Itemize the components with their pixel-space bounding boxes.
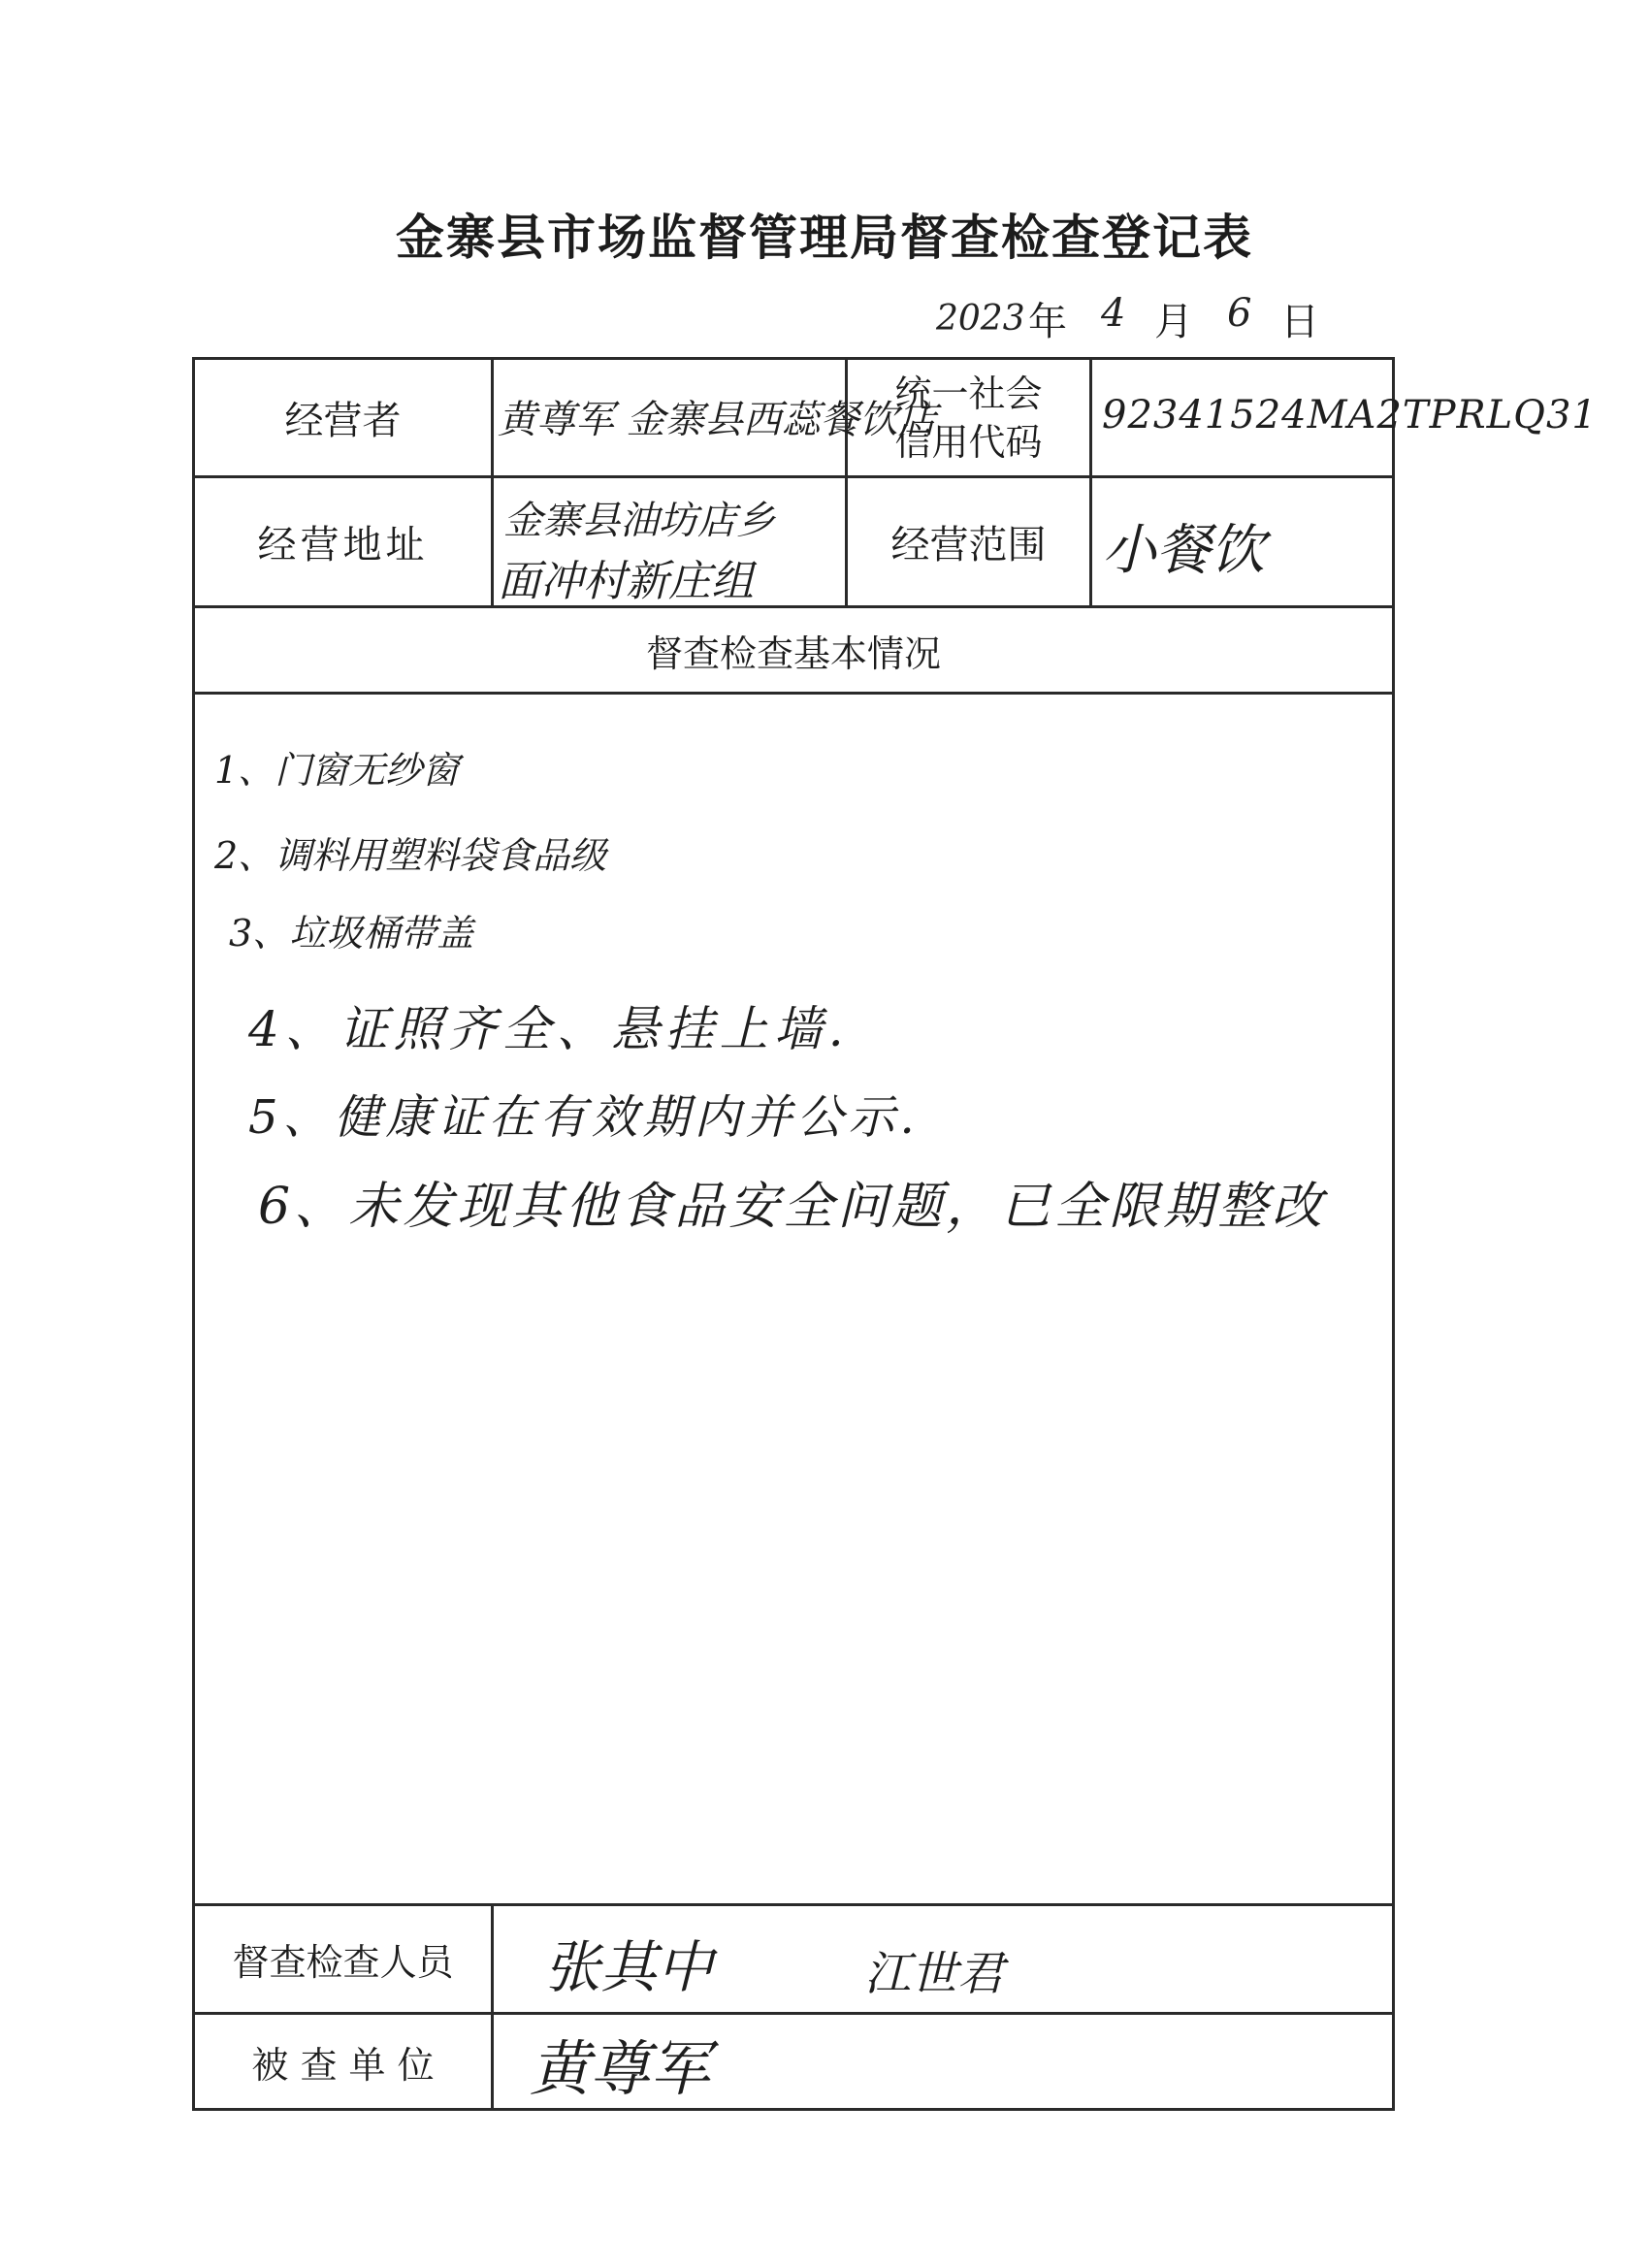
- col-divider: [491, 1903, 494, 2108]
- address-value-line1: 金寨县油坊店乡: [503, 499, 775, 543]
- col-divider: [1089, 360, 1092, 605]
- date-day-label: 日: [1280, 300, 1319, 344]
- inspectors-label: 督查检查人员: [232, 1941, 454, 1984]
- credit-code-label: [848, 360, 1089, 475]
- finding-item: 2、调料用塑料袋食品级: [214, 834, 607, 877]
- date-day: 6: [1227, 291, 1252, 336]
- col-divider: [491, 360, 494, 605]
- date-month-label: 月: [1154, 300, 1193, 344]
- finding-item: 6、未发现其他食品安全问题，已全限期整改: [258, 1178, 1327, 1236]
- address-label: 经营地址: [257, 523, 429, 567]
- credit-code-value: 92341524MA2TPRLQ31: [1102, 393, 1598, 437]
- date-month: 4: [1101, 291, 1126, 336]
- address-value-line2: 面冲村新庄组: [498, 557, 754, 606]
- inspector-signature: 江世君: [864, 1947, 1005, 2001]
- date-year-label: 年: [1028, 300, 1067, 344]
- operator-value: 黄尊军 金寨县西蕊餐饮店: [498, 398, 937, 442]
- finding-item: 1、门窗无纱窗: [214, 749, 460, 792]
- finding-item: 4、证照齐全、悬挂上墙.: [248, 1001, 850, 1057]
- inspected-unit-signature: 黄尊军: [530, 2033, 711, 2104]
- form-date: [936, 291, 1343, 349]
- form-title: 金寨县市场监督管理局督查检查登记表: [396, 210, 1253, 266]
- inspection-form-table: [192, 357, 1598, 2111]
- section-header: 督查检查基本情况: [645, 632, 941, 675]
- inspected-unit-label: 被 查 单 位: [251, 2043, 435, 2087]
- operator-label: 经营者: [284, 399, 402, 443]
- date-year: 2023: [936, 299, 1025, 339]
- row-divider: [195, 692, 1392, 695]
- scope-label: 经营范围: [890, 523, 1047, 567]
- finding-item: 3、垃圾桶带盖: [229, 912, 474, 955]
- inspector-signature: 张其中: [544, 1934, 714, 2000]
- credit-code-label-line2: 信用代码: [894, 420, 1043, 464]
- finding-item: 5、健康证在有效期内并公示.: [248, 1090, 920, 1145]
- credit-code-label-line1: 统一社会: [894, 372, 1043, 415]
- scope-value: 小餐饮: [1102, 519, 1265, 582]
